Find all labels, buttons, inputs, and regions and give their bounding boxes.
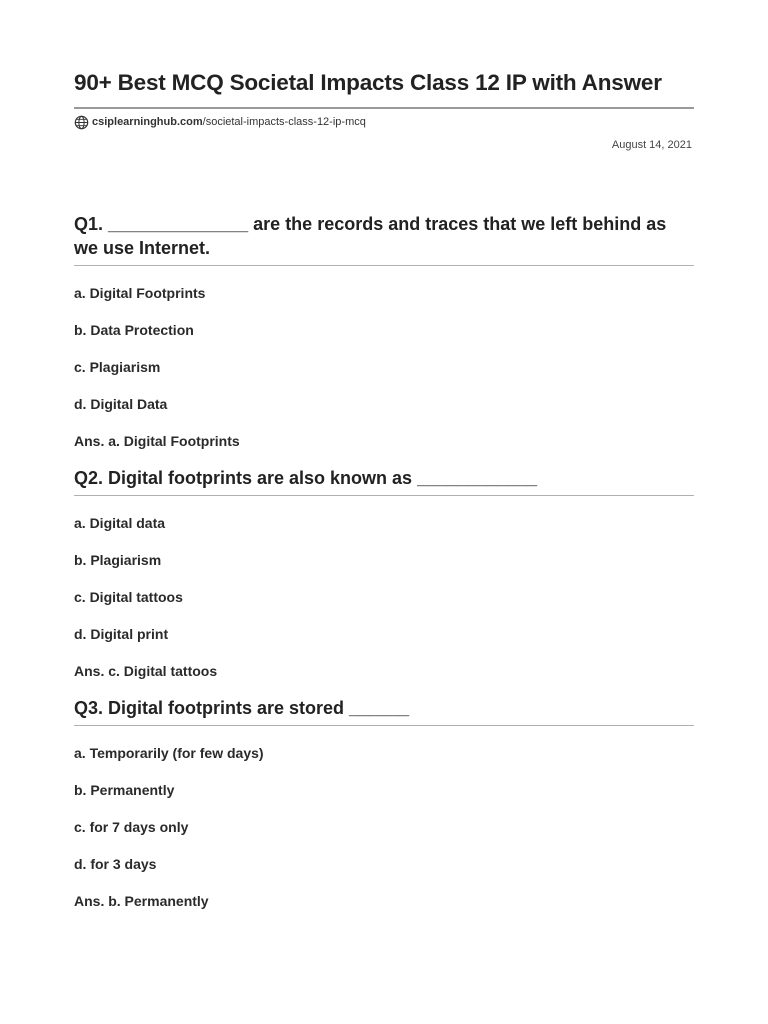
option-a: a. Digital data — [74, 515, 166, 531]
option-a: a. Digital Footprints — [74, 285, 206, 301]
answer-text: Ans. a. Digital Footprints — [74, 433, 240, 449]
question-text: Q1. ______________ are the records and traces that we left behind as we use Internet. — [74, 212, 694, 266]
publish-date: August 14, 2021 — [611, 139, 692, 151]
option-a: a. Temporarily (for few days) — [74, 745, 264, 761]
option-c: c. Plagiarism — [74, 359, 161, 375]
source-url[interactable] — [74, 114, 366, 130]
question-block-1 — [74, 212, 694, 469]
question-text: Q2. Digital footprints are also known as ____________ — [74, 466, 694, 496]
question-block-3 — [74, 696, 694, 929]
source-domain[interactable]: csiplearninghub.com — [92, 116, 203, 128]
option-c: c. for 7 days only — [74, 819, 189, 835]
option-d: d. for 3 days — [74, 856, 157, 872]
question-text: Q3. Digital footprints are stored ______ — [74, 696, 694, 726]
option-c: c. Digital tattoos — [74, 589, 183, 605]
option-b: b. Plagiarism — [74, 552, 162, 568]
title-divider — [74, 107, 694, 109]
answer-text: Ans. c. Digital tattoos — [74, 663, 218, 679]
question-block-2 — [74, 466, 694, 699]
option-b: b. Data Protection — [74, 322, 194, 338]
page-title: 90+ Best MCQ Societal Impacts Class 12 IP with Answer — [74, 70, 662, 95]
option-d: d. Digital Data — [74, 396, 168, 412]
option-d: d. Digital print — [74, 626, 169, 642]
source-path[interactable]: /societal-impacts-class-12-ip-mcq — [202, 116, 366, 128]
answer-text: Ans. b. Permanently — [74, 893, 209, 909]
globe-icon — [74, 115, 89, 130]
option-b: b. Permanently — [74, 782, 175, 798]
